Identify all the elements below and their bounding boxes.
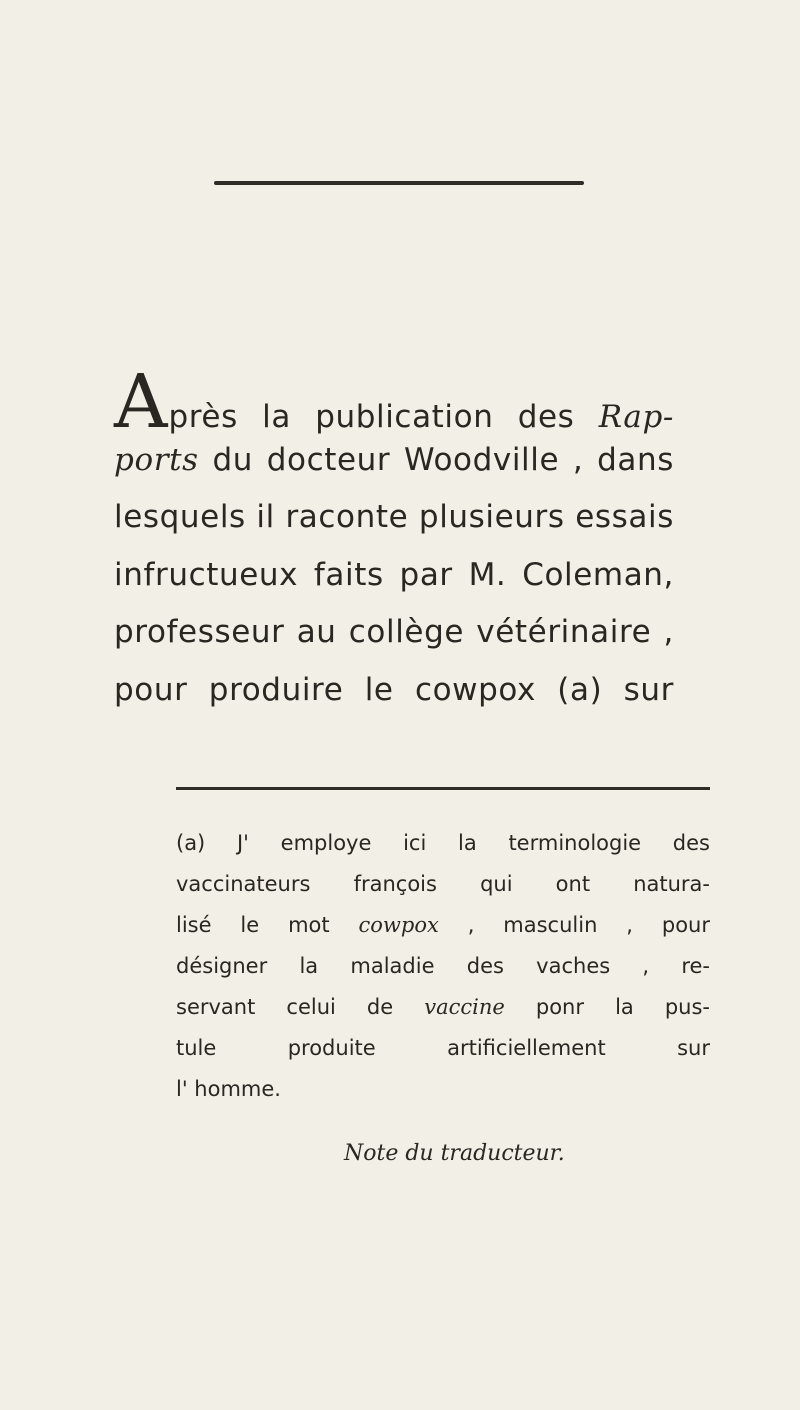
line-text: , masculin , pour (438, 913, 710, 937)
paragraph-line-3: lesquels il raconte plusieurs essais (114, 499, 674, 536)
footnote-line-7: l' homme. (176, 1077, 281, 1101)
footnote-line-6: tule produite artificiellement sur (176, 1036, 710, 1060)
paragraph-line-5: professeur au collège vétérinaire , (114, 614, 674, 651)
line-text: près la publication des (168, 399, 599, 435)
header-ornament-rule (214, 181, 584, 185)
paragraph-line-4: infructueux faits par M. Coleman, (114, 556, 674, 593)
paragraph-line-1 (114, 359, 674, 445)
italic-word: vaccine (424, 995, 505, 1019)
main-paragraph (114, 359, 674, 720)
footnote-line-4: désigner la maladie des vaches , re- (176, 954, 710, 978)
paragraph-line-2 (114, 432, 674, 490)
line-text: du docteur Woodville , dans (198, 441, 674, 478)
footnote (176, 823, 710, 1110)
footnote-line-3 (176, 905, 710, 946)
footnote-line-2: vaccinateurs françois qui ont natura- (176, 872, 710, 896)
italic-word: Rap- (598, 399, 674, 435)
drop-initial: A (114, 359, 168, 445)
line-text: ponr la pus- (504, 995, 710, 1019)
paragraph-line-6: pour produire le cowpox (a) sur (114, 671, 674, 708)
italic-word: cowpox (358, 913, 439, 937)
line-text: lisé le mot (176, 913, 359, 937)
footnote-separator-rule (176, 787, 710, 790)
line-text: servant celui de (176, 995, 425, 1019)
italic-word: ports (114, 441, 199, 478)
footnote-line-1: (a) J' employe ici la terminologie des (176, 831, 710, 855)
footnote-line-5 (176, 987, 710, 1028)
footnote-signature: Note du traducteur. (344, 1141, 565, 1166)
